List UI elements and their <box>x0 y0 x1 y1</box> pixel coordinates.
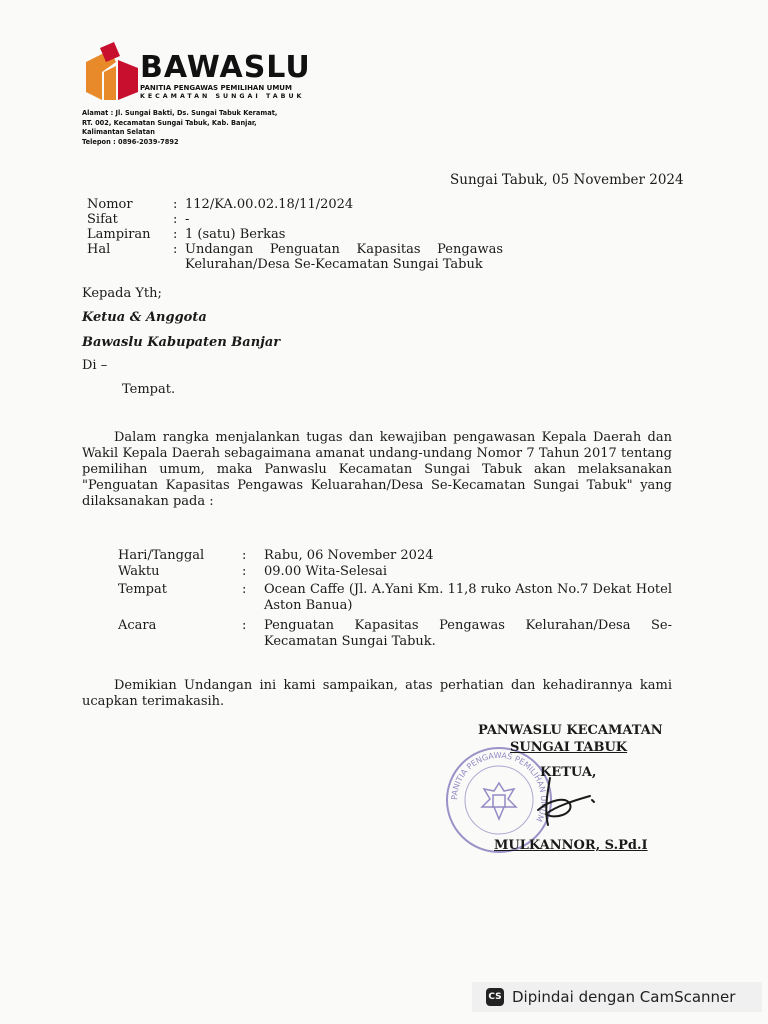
signature-org-2: SUNGAI TABUK <box>510 740 628 755</box>
detail-row-event <box>118 614 672 650</box>
detail-value: 09.00 Wita-Selesai <box>264 564 388 579</box>
recipient-place: Tempat. <box>122 382 176 397</box>
detail-row-time <box>118 564 672 580</box>
meta-value: Undangan Penguatan Kapasitas Pengawas Kelurahan/Desa Se-Kecamatan Sungai Tabuk <box>185 242 503 272</box>
address-phone: Telepon : 0896-2039-7892 <box>82 137 179 146</box>
meta-label: Lampiran <box>87 227 151 242</box>
signature-org-line2 <box>510 739 627 756</box>
address-line: RT. 002, Kecamatan Sungai Tabuk, Kab. Banjar, <box>82 118 257 127</box>
detail-label: Hari/Tanggal <box>118 548 205 563</box>
address-line: Kalimantan Selatan <box>82 128 155 136</box>
meta-colon: : <box>173 197 178 212</box>
meta-colon: : <box>173 227 178 242</box>
meta-label: Hal <box>87 242 111 257</box>
handwritten-signature <box>530 770 600 830</box>
camscanner-icon: CS <box>486 988 504 1006</box>
detail-row-date <box>118 548 672 564</box>
signature-role: KETUA, <box>540 765 597 780</box>
bawaslu-logo <box>80 42 140 102</box>
meta-row-hal <box>87 242 503 272</box>
detail-row-place <box>118 580 672 614</box>
meta-value: - <box>185 212 190 227</box>
closing-text: Demikian Undangan ini kami sampaikan, atas perhatian dan kehadirannya kami ucapkan terimakasih. <box>82 678 672 709</box>
brand-subtitle: PANITIA PENGAWAS PEMILIHAN UMUM <box>140 84 292 92</box>
recipient-greeting: Kepada Yth; <box>82 286 162 301</box>
meta-row-lampiran <box>87 227 503 242</box>
detail-value: Rabu, 06 November 2024 <box>264 548 434 563</box>
meta-label: Nomor <box>87 197 133 212</box>
detail-label: Waktu <box>118 564 160 579</box>
closing-paragraph <box>82 678 672 710</box>
detail-colon: : <box>242 618 247 633</box>
detail-colon: : <box>242 564 247 579</box>
detail-value: Penguatan Kapasitas Pengawas Kelurahan/Desa Se-Kecamatan Sungai Tabuk. <box>264 618 672 649</box>
letterhead-address <box>82 109 302 147</box>
camscanner-label: Dipindai dengan CamScanner <box>512 988 736 1006</box>
body-text: Dalam rangka menjalankan tugas dan kewajiban pengawasan Kepala Daerah dan Wakil Kepala Daerah sebagaimana amanat undang-undang Nomor 7 Tahun 2017 tentang pemilihan umum, maka Panwaslu Kecamatan Sungai Tabuk akan melaksanakan "Penguatan Kapasitas Pengawas Keluarahan/Desa Se-Kecamatan Sungai Tabuk" yang dilaksanakan pada : <box>82 430 672 509</box>
meta-colon: : <box>173 242 178 257</box>
meta-value: 1 (satu) Berkas <box>185 227 286 242</box>
meta-value: 112/KA.00.02.18/11/2024 <box>185 197 354 212</box>
meta-colon: : <box>173 212 178 227</box>
brand-name: BAWASLU <box>140 50 311 85</box>
stamp-text: PANITIA PENGAWAS PEMILIHAN UMUM <box>449 750 549 823</box>
signature-name: MULKANNOR, S.Pd.I <box>494 838 648 853</box>
letter-meta <box>87 197 503 272</box>
garuda-emblem-icon <box>482 783 516 819</box>
signature-org: PANWASLU KECAMATAN <box>478 723 663 738</box>
meta-row-sifat <box>87 212 503 227</box>
signature-block <box>478 722 663 739</box>
body-paragraph <box>82 430 672 510</box>
recipient-line2: Bawaslu Kabupaten Banjar <box>82 335 281 350</box>
recipient-line1: Ketua & Anggota <box>82 310 207 325</box>
address-line: Alamat : Jl. Sungai Bakti, Ds. Sungai Tabuk Keramat, <box>82 109 278 117</box>
meta-label: Sifat <box>87 212 118 227</box>
event-details <box>118 548 672 650</box>
brand-subtitle-district: KECAMATAN SUNGAI TABUK <box>140 93 305 100</box>
detail-colon: : <box>242 548 247 563</box>
meta-row-nomor <box>87 197 503 212</box>
detail-colon: : <box>242 582 247 597</box>
detail-label: Tempat <box>118 582 167 597</box>
detail-label: Acara <box>118 618 157 633</box>
detail-value: Ocean Caffe (Jl. A.Yani Km. 11,8 ruko Aston No.7 Dekat Hotel Aston Banua) <box>264 582 672 613</box>
recipient-di: Di – <box>82 358 108 373</box>
camscanner-watermark <box>472 982 762 1012</box>
letter-date: Sungai Tabuk, 05 November 2024 <box>450 172 684 188</box>
